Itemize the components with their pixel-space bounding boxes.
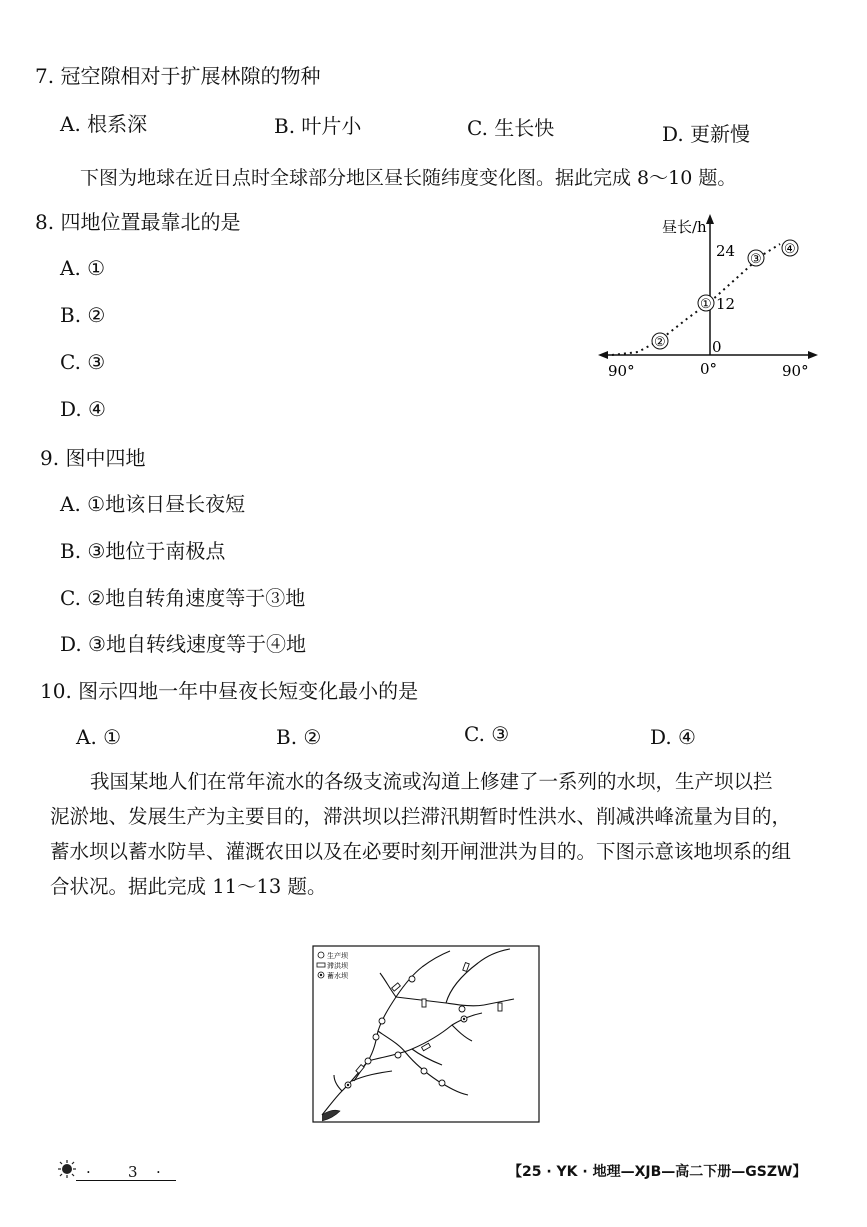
- page-number: 3: [128, 1163, 138, 1181]
- point-4-label: ④: [784, 242, 796, 257]
- q8-option-a: A. ①: [60, 256, 106, 280]
- point-3-label: ③: [750, 252, 762, 267]
- q10-option-b: B. ②: [276, 725, 322, 749]
- footer-dot-right: ·: [156, 1163, 161, 1181]
- q8-option-b: B. ②: [60, 303, 106, 327]
- legend: [317, 951, 349, 980]
- point-1-label: ①: [700, 297, 712, 312]
- x-tick-left: 90°: [608, 362, 635, 380]
- intro-11-13-line-2: 泥淤地、发展生产为主要目的，滞洪坝以拦滞汛期暂时性洪水、削减洪峰流量为目的，: [50, 805, 792, 828]
- q9-option-d: D. ③地自转线速度等于④地: [60, 632, 306, 656]
- intro-8-10: 下图为地球在近日点时全球部分地区昼长随纬度变化图。据此完成 8～10 题。: [80, 167, 737, 189]
- q8-option-d: D. ④: [60, 397, 106, 421]
- legend-production-dam: 生产坝: [327, 952, 348, 960]
- q10-option-c: C. ③: [464, 722, 510, 746]
- q7-option-a: A. 根系深: [60, 112, 148, 136]
- intro-11-13-line-3: 蓄水坝以蓄水防旱、灌溉农田以及在必要时刻开闸泄洪为目的。下图示意该地坝系的组: [50, 840, 792, 863]
- x-tick-center: 0°: [700, 360, 718, 378]
- y-tick-12: 12: [716, 295, 736, 313]
- footer-rule: [76, 1180, 176, 1181]
- q7-option-c: C. 生长快: [467, 116, 555, 140]
- intro-11-13-line-4: 合状况。据此完成 11～13 题。: [50, 875, 327, 898]
- q9-option-b: B. ③地位于南极点: [60, 539, 226, 563]
- q8-option-c: C. ③: [60, 350, 106, 374]
- q10-option-d: D. ④: [650, 725, 696, 749]
- intro-11-13-line-1: 我国某地人们在常年流水的各级支流或沟道上修建了一系列的水坝，生产坝以拦: [90, 770, 773, 793]
- footer-code: 【25 · YK · 地理—XJB—高二下册—GSZW】: [508, 1164, 807, 1180]
- q9-option-c: C. ②地自转角速度等于③地: [60, 586, 306, 610]
- daylength-figure: [598, 210, 820, 385]
- q9-stem: 9. 图中四地: [40, 446, 146, 470]
- q10-option-a: A. ①: [76, 725, 122, 749]
- q7-option-b: B. 叶片小: [274, 114, 362, 138]
- q8-stem: 8. 四地位置最靠北的是: [35, 210, 241, 234]
- intro-11-13-body: [50, 799, 810, 904]
- x-tick-right: 90°: [782, 362, 809, 380]
- q10-stem: 10. 图示四地一年中昼夜长短变化最小的是: [40, 679, 419, 703]
- intro-11-13: [90, 764, 810, 799]
- q7-stem: 7. 冠空隙相对于扩展林隙的物种: [35, 64, 321, 88]
- footer-dot-left: ·: [86, 1163, 91, 1181]
- legend-flood-dam: 滞洪坝: [327, 962, 348, 970]
- q9-option-a: A. ①地该日昼长夜短: [60, 492, 246, 516]
- y-tick-24: 24: [716, 242, 736, 260]
- y-tick-0: 0: [712, 338, 722, 356]
- y-axis-label: 昼长/h: [662, 218, 707, 236]
- point-2-label: ②: [654, 335, 666, 350]
- legend-storage-dam: 蓄水坝: [327, 972, 348, 980]
- footer-decoration-icon: [58, 1160, 76, 1178]
- dam-system-figure: [312, 945, 540, 1123]
- q7-option-d: D. 更新慢: [662, 122, 751, 146]
